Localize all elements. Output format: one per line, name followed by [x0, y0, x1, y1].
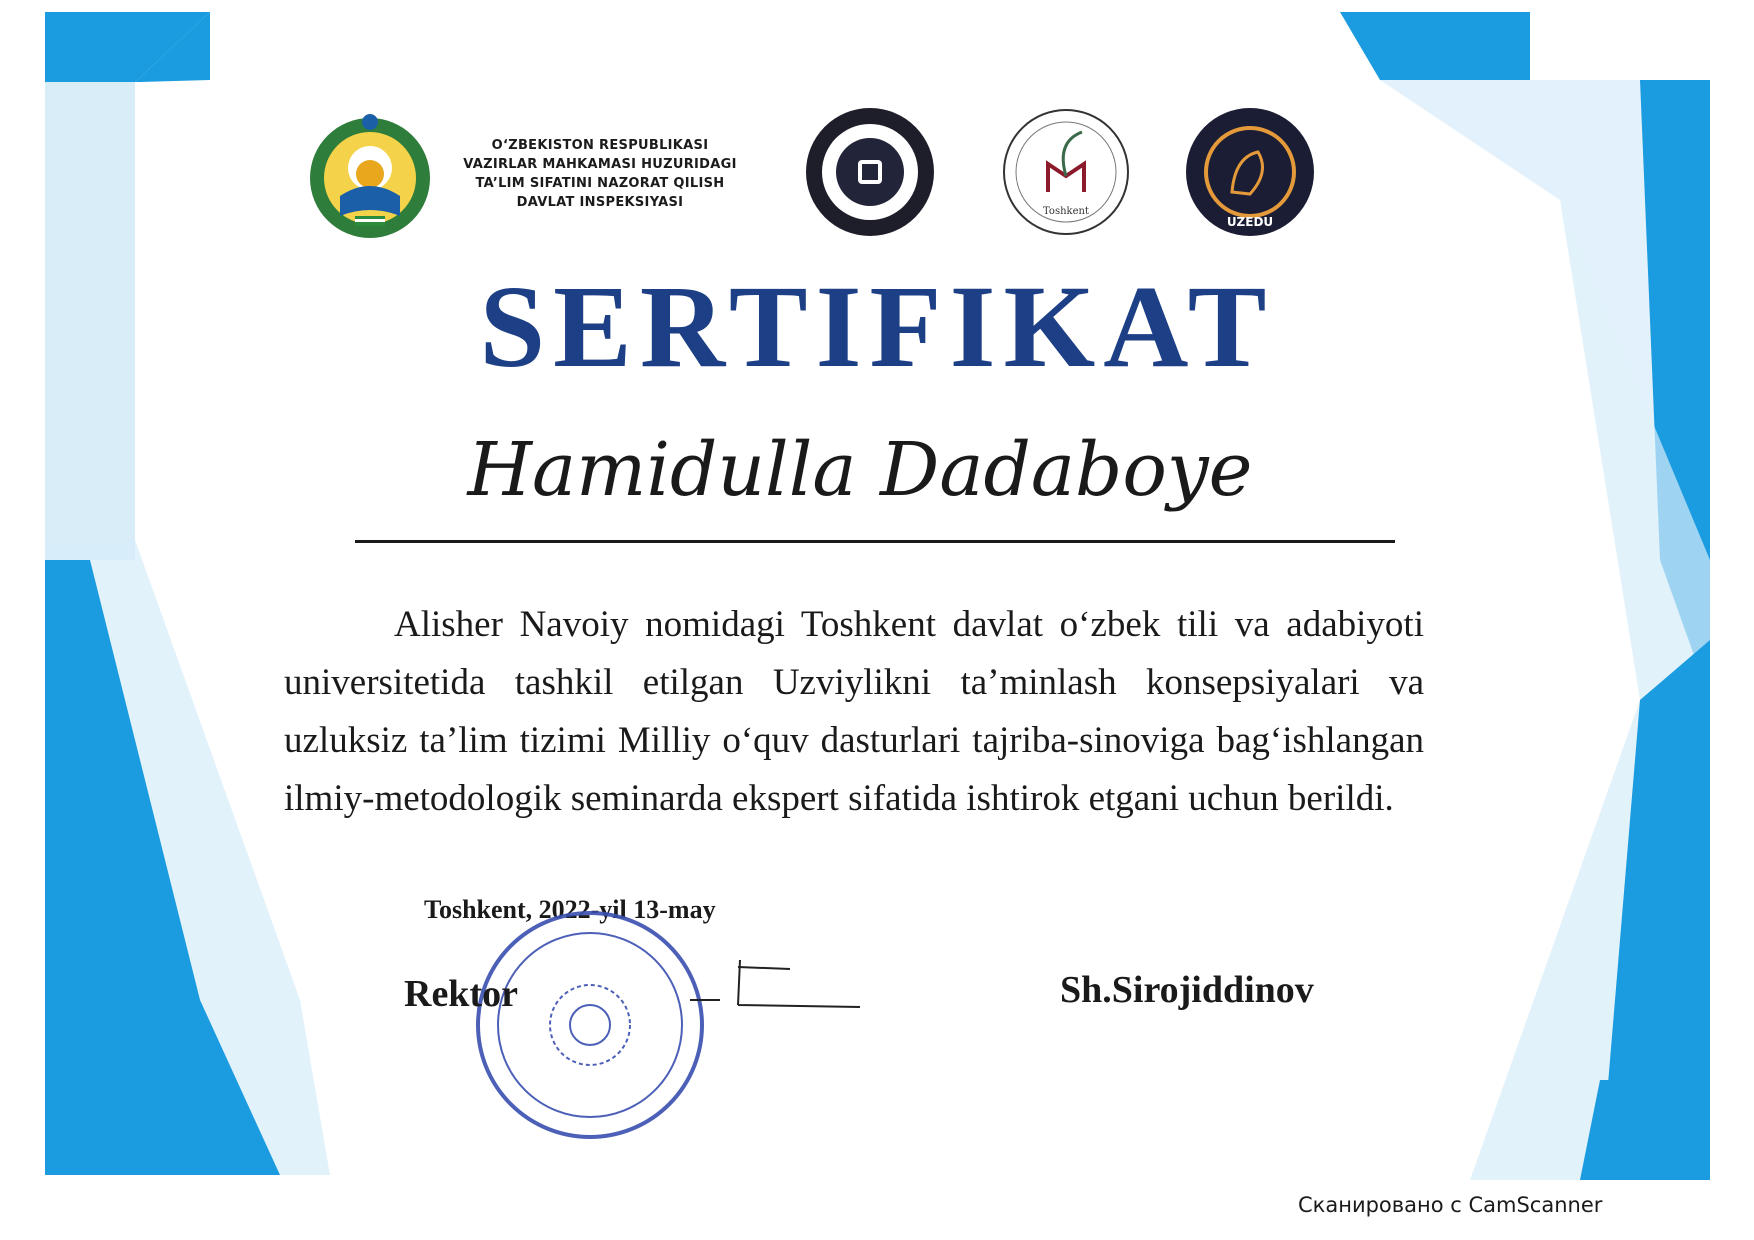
uzbekistan-emblem-icon [300, 106, 440, 246]
svg-text:Toshkent: Toshkent [1043, 206, 1089, 217]
certificate-title: SERTIFIKAT [479, 261, 1275, 392]
certificate-body: Alisher Navoiy nomidagi Toshkent davlat o‘zbek tili va adabiyoti universitetida tashkil etilgan Uzviylikni ta’minlash konsepsiyalari va uzluksiz ta’lim tizimi Milliy o‘quv dasturlari tajriba-sinoviga bag‘ishlangan ilmiy-metodologik seminarda ekspert sifatida ishtirok etgani uchun berildi. [284, 604, 1424, 819]
recipient-name: Hamidulla Dadaboye [467, 427, 1253, 513]
handwritten-signature-icon [680, 955, 880, 1025]
xalq-talimi-vazirligi-logo-icon [1180, 102, 1320, 242]
official-stamp-icon [470, 905, 710, 1145]
svg-text:UZEDU: UZEDU [1226, 215, 1274, 229]
signatory-position: Rektor [404, 973, 518, 1015]
name-underline [355, 540, 1395, 543]
issue-date: Toshkent, 2022-yil 13-may [424, 895, 716, 924]
certificate-header [290, 96, 1370, 256]
inspection-title: O‘ZBEKISTON RESPUBLIKASI VAZIRLAR MAHKAMASI HUZURIDAGI TA’LIM SIFATINI NAZORAT QILISH DAVLAT INSPEKSIYASI [463, 138, 737, 210]
signatory-name: Sh.Sirojiddinov [1060, 969, 1314, 1011]
ministry-seal-logo-icon [800, 102, 940, 242]
toshkent-university-logo-icon [996, 102, 1136, 242]
scanner-watermark: Сканировано с CamScanner [1298, 1193, 1603, 1217]
